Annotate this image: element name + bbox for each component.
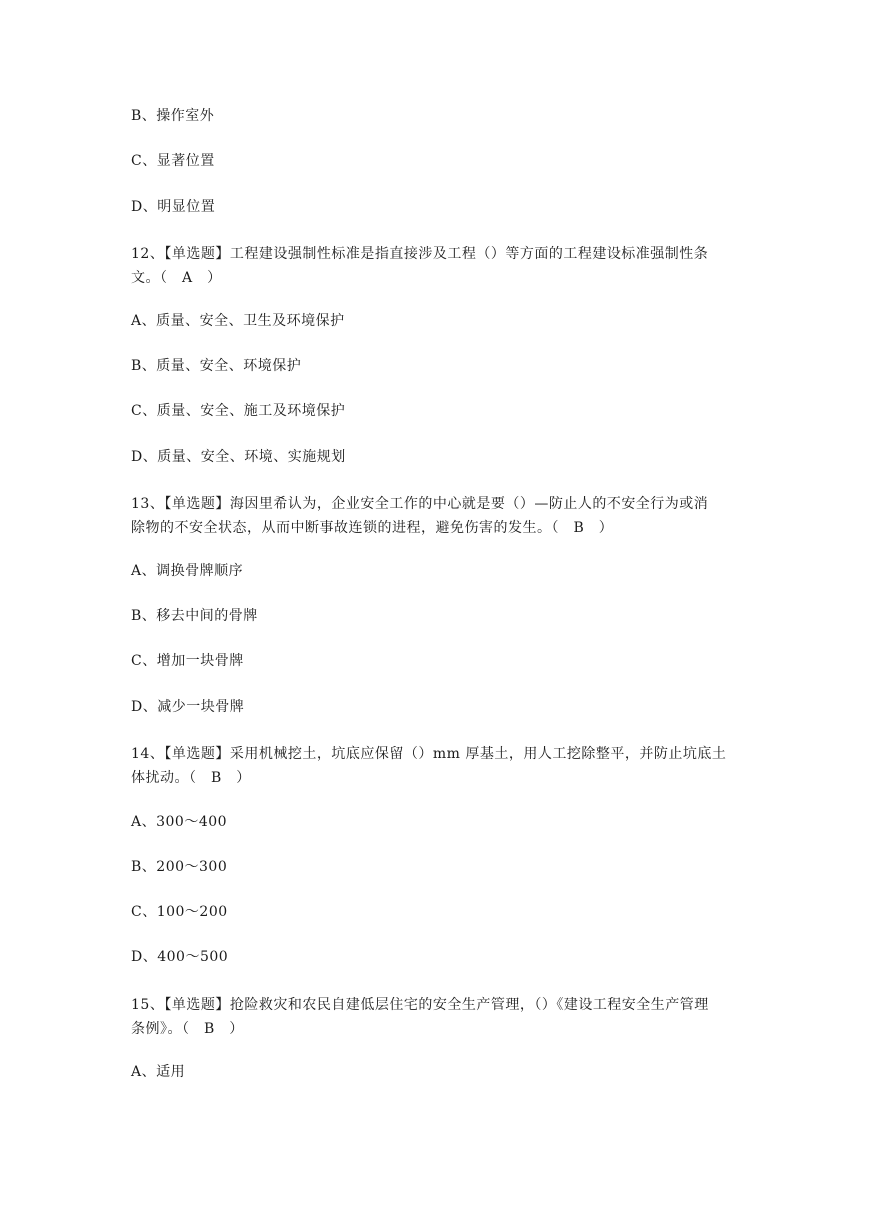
q12-option-c: C、质量、安全、施工及环境保护 (131, 403, 346, 419)
question-15-line2: 条例》。（ B ） (131, 1021, 244, 1037)
prev-option-d: D、明显位置 (131, 199, 216, 215)
question-14-line2: 体扰动。（ B ） (131, 770, 251, 786)
question-15-line1: 15、【单选题】抢险救灾和农民自建低层住宅的安全生产管理，（）《建设工程安全生产管理 (131, 997, 709, 1013)
question-13-line1: 13、【单选题】海因里希认为，企业安全工作的中心就是要（）—防止人的不安全行为或消 (131, 496, 709, 512)
question-12-line1: 12、【单选题】工程建设强制性标准是指直接涉及工程（）等方面的工程建设标准强制性条 (131, 246, 709, 262)
q12-option-b: B、质量、安全、环境保护 (131, 358, 302, 374)
q13-option-c: C、增加一块骨牌 (131, 653, 244, 669)
q13-option-b: B、移去中间的骨牌 (131, 608, 258, 624)
q14-option-a: A、300～400 (131, 814, 228, 830)
question-12 (131, 242, 741, 290)
question-14 (131, 742, 741, 790)
q13-option-d: D、减少一块骨牌 (131, 699, 245, 715)
q12-option-d: D、质量、安全、环境、实施规划 (131, 449, 346, 465)
q14-option-c: C、100～200 (131, 904, 228, 920)
q14-option-d: D、400～500 (131, 949, 229, 965)
question-13 (131, 492, 741, 540)
question-14-line1: 14、【单选题】采用机械挖土，坑底应保留（）mm 厚基土，用人工挖除整平，并防止坑底土 (131, 746, 727, 762)
question-13-line2: 除物的不安全状态，从而中断事故连锁的进程，避免伤害的发生。（ B ） (131, 520, 614, 536)
q15-option-a: A、适用 (131, 1064, 186, 1080)
question-15 (131, 993, 741, 1041)
q14-option-b: B、200～300 (131, 859, 228, 875)
prev-option-b: B、操作室外 (131, 108, 215, 124)
question-12-line2: 文。（ A ） (131, 270, 222, 286)
prev-option-c: C、显著位置 (131, 153, 215, 169)
q12-option-a: A、质量、安全、卫生及环境保护 (131, 313, 345, 329)
q13-option-a: A、调换骨牌顺序 (131, 563, 244, 579)
